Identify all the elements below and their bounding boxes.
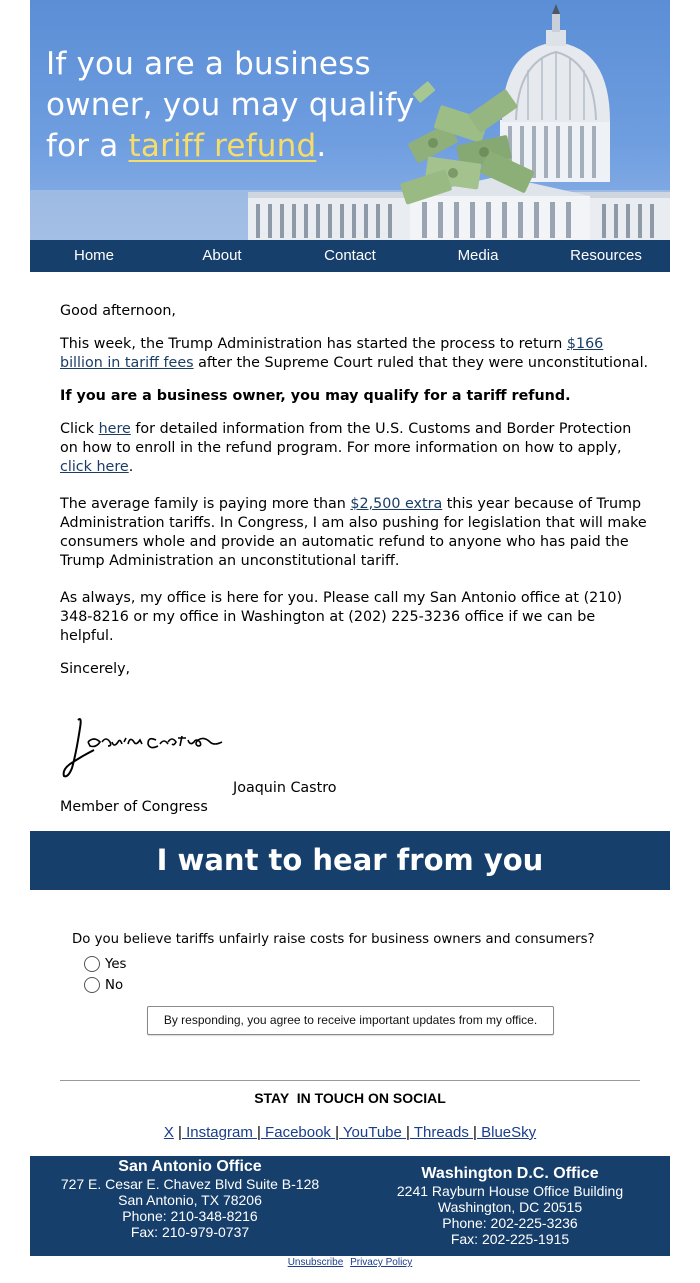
nav-resources[interactable]: Resources	[570, 247, 642, 264]
office-fax: Fax: 210-979-0737	[130, 1224, 250, 1240]
cbp-info-link[interactable]: here	[98, 421, 131, 437]
footer-offices	[30, 1156, 670, 1256]
extra-cost-link[interactable]: $2,500 extra	[350, 496, 443, 512]
nav-media[interactable]: Media	[457, 247, 499, 264]
hero-line-2: owner, you may qualify	[46, 87, 415, 123]
qualify-statement: If you are a business owner, you may qualify for a tariff refund.	[60, 388, 571, 404]
letter-body	[60, 302, 650, 693]
consent-submit-button[interactable]: By responding, you agree to receive important updates from my office.	[147, 1006, 554, 1035]
radio-no[interactable]	[84, 977, 100, 993]
office-address-line-2: Washington, DC 20515	[437, 1199, 583, 1215]
social-facebook-link[interactable]: Facebook	[260, 1124, 336, 1141]
greeting: Good afternoon,	[60, 303, 176, 319]
washington-office	[360, 1165, 660, 1247]
radio-yes-label: Yes	[105, 956, 127, 972]
paragraph-refund	[60, 335, 650, 373]
unsubscribe-link[interactable]: Unsubscribe	[287, 1257, 344, 1268]
social-instagram-link[interactable]: Instagram	[181, 1124, 257, 1141]
paragraph-enroll	[60, 420, 650, 477]
office-name: Washington D.C. Office	[421, 1165, 599, 1182]
paragraph-contact: As always, my office is here for you. Please call my San Antonio office at (210) 348-8216 or my office in Washington at (202) 225-3236 office if we can be helpful.	[60, 590, 623, 644]
feedback-banner: I want to hear from you	[30, 831, 670, 890]
p3-text-after: .	[128, 459, 134, 475]
hero-line-3-suffix: .	[316, 128, 327, 164]
social-threads-link[interactable]: Threads	[409, 1124, 474, 1141]
office-phone: Phone: 210-348-8216	[122, 1208, 258, 1224]
hero-line-3-prefix: for a	[46, 128, 129, 164]
office-address-line-2: San Antonio, TX 78206	[118, 1192, 262, 1208]
hero-headline	[46, 44, 426, 167]
p3-text-middle: for detailed information from the U.S. Customs and Border Protection on how to enroll in the refund program. For more information on how to apply,	[60, 421, 632, 456]
office-address-line-1: 2241 Rayburn House Office Building	[396, 1183, 624, 1199]
p1-text-after: after the Supreme Court ruled that they were unconstitutional.	[193, 355, 649, 371]
social-title: STAY IN TOUCH ON SOCIAL	[254, 1090, 446, 1106]
radio-yes[interactable]	[84, 956, 100, 972]
separator: |	[256, 1124, 261, 1141]
office-phone: Phone: 202-225-3236	[442, 1215, 578, 1231]
nav-home[interactable]: Home	[73, 247, 114, 264]
signer-title: Member of Congress	[60, 799, 208, 815]
hero-line-1: If you are a business	[46, 46, 371, 82]
office-name: San Antonio Office	[118, 1158, 262, 1175]
nav-about[interactable]: About	[202, 247, 242, 264]
separator: |	[406, 1124, 410, 1141]
survey-option-yes[interactable]	[84, 956, 126, 972]
p1-text-before: This week, the Trump Administration has started the process to return	[60, 336, 567, 352]
nav-contact[interactable]: Contact	[324, 247, 376, 264]
p4-text-after: this year because of Trump Administration tariffs. In Congress, I am also pushing for legislation that will make consumers whole and provide an automatic refund to anyone who has paid the Trump Administration an unconstitutional tariff.	[60, 496, 647, 569]
p4-text-before: The average family is paying more than	[60, 496, 351, 512]
paragraph-family-cost	[60, 495, 650, 571]
hero-banner	[30, 0, 670, 240]
legal-links	[0, 1257, 700, 1268]
top-nav	[30, 240, 670, 272]
office-fax: Fax: 202-225-1915	[450, 1231, 570, 1247]
p3-text-before: Click	[60, 421, 99, 437]
section-divider	[60, 1080, 640, 1081]
closing: Sincerely,	[60, 661, 131, 677]
survey-option-no[interactable]	[84, 977, 123, 993]
radio-no-label: No	[105, 977, 124, 993]
survey-question: Do you believe tariffs unfairly raise costs for business owners and consumers?	[72, 932, 595, 947]
hero-highlight: tariff refund	[128, 128, 317, 164]
office-address-line-1: 727 E. Cesar E. Chavez Blvd Suite B-128	[60, 1176, 320, 1192]
apply-info-link[interactable]: click here	[60, 459, 129, 475]
separator: |	[473, 1124, 477, 1141]
signature-image	[60, 712, 235, 787]
tariff-fees-link[interactable]: $166 billion in tariff fees	[60, 336, 604, 371]
separator: |	[178, 1124, 182, 1141]
social-youtube-link[interactable]: YouTube	[339, 1124, 407, 1141]
separator: |	[335, 1124, 340, 1141]
social-bluesky-link[interactable]: BlueSky	[476, 1124, 537, 1141]
signer-name: Joaquin Castro	[233, 780, 337, 796]
social-x-link[interactable]: X	[163, 1124, 174, 1141]
san-antonio-office	[40, 1158, 340, 1240]
privacy-policy-link[interactable]: Privacy Policy	[350, 1257, 413, 1268]
social-links	[0, 1124, 700, 1141]
